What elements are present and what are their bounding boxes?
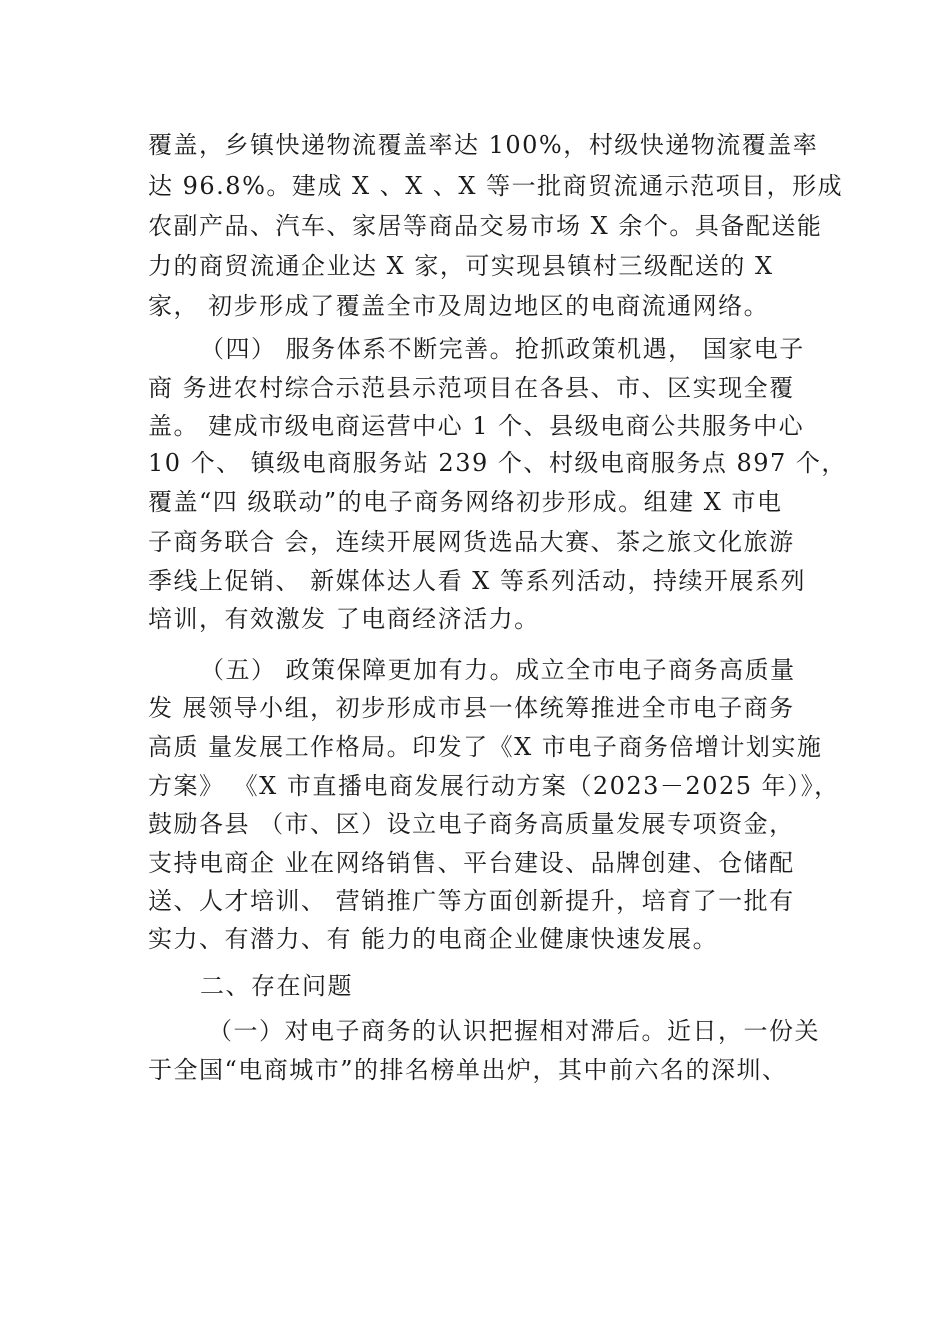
text-line: 支持电商企 业在网络销售、平台建设、品牌创建、仓储配 xyxy=(148,849,795,877)
text-line: 季线上促销、 新媒体达人看 X 等系列活动，持续开展系列 xyxy=(148,567,806,595)
text-line: 培训，有效激发 了电商经济活力。 xyxy=(148,605,540,633)
text-line: 10 个、 镇级电商服务站 239 个、村级电商服务点 897 个， xyxy=(148,449,847,477)
section-heading-five: （五） 政策保障更加有力。成立全市电子商务高质量 xyxy=(200,656,796,684)
section-heading-four: （四） 服务体系不断完善。抢抓政策机遇， 国家电子 xyxy=(200,335,805,363)
text-line: 送、人才培训、 营销推广等方面创新提升，培育了一批有 xyxy=(148,887,795,915)
text-line: 商 务进农村综合示范县示范项目在各县、市、区实现全覆 xyxy=(148,374,795,402)
text-line: 方案》 《X 市直播电商发展行动方案（2023－2025 年）》， xyxy=(148,772,840,800)
text-line: 发 展领导小组，初步形成市县一体统筹推进全市电子商务 xyxy=(148,694,795,722)
text-line: 家， 初步形成了覆盖全市及周边地区的电商流通网络。 xyxy=(148,292,770,320)
text-line: 力的商贸流通企业达 X 家，可实现县镇村三级配送的 X xyxy=(148,252,774,280)
text-line: 盖。 建成市级电商运营中心 1 个、县级电商公共服务中心 xyxy=(148,412,805,440)
text-line: 实力、有潜力、有 能力的电商企业健康快速发展。 xyxy=(148,925,719,953)
text-line: 农副产品、汽车、家居等商品交易市场 X 余个。具备配送能 xyxy=(148,212,823,240)
text-line: 于全国“电商城市”的排名榜单出炉，其中前六名的深圳、 xyxy=(148,1056,788,1084)
subsection-heading-one: （一）对电子商务的认识把握相对滞后。近日，一份关 xyxy=(208,1017,820,1045)
text-line: 覆盖，乡镇快递物流覆盖率达 100%，村级快递物流覆盖率 xyxy=(148,131,819,159)
text-line: 达 96.8%。建成 X 、X 、X 等一批商贸流通示范项目，形成 xyxy=(148,172,844,200)
text-line: 高质 量发展工作格局。印发了《X 市电子商务倍增计划实施 xyxy=(148,733,823,761)
section-heading-problems: 二、存在问题 xyxy=(200,972,353,1000)
text-line: 子商务联合 会，连续开展网货选品大赛、茶之旅文化旅游 xyxy=(148,528,795,556)
text-line: 鼓励各县 （市、区）设立电子商务高质量发展专项资金， xyxy=(148,810,795,838)
text-line: 覆盖“四 级联动”的电子商务网络初步形成。组建 X 市电 xyxy=(148,488,783,516)
